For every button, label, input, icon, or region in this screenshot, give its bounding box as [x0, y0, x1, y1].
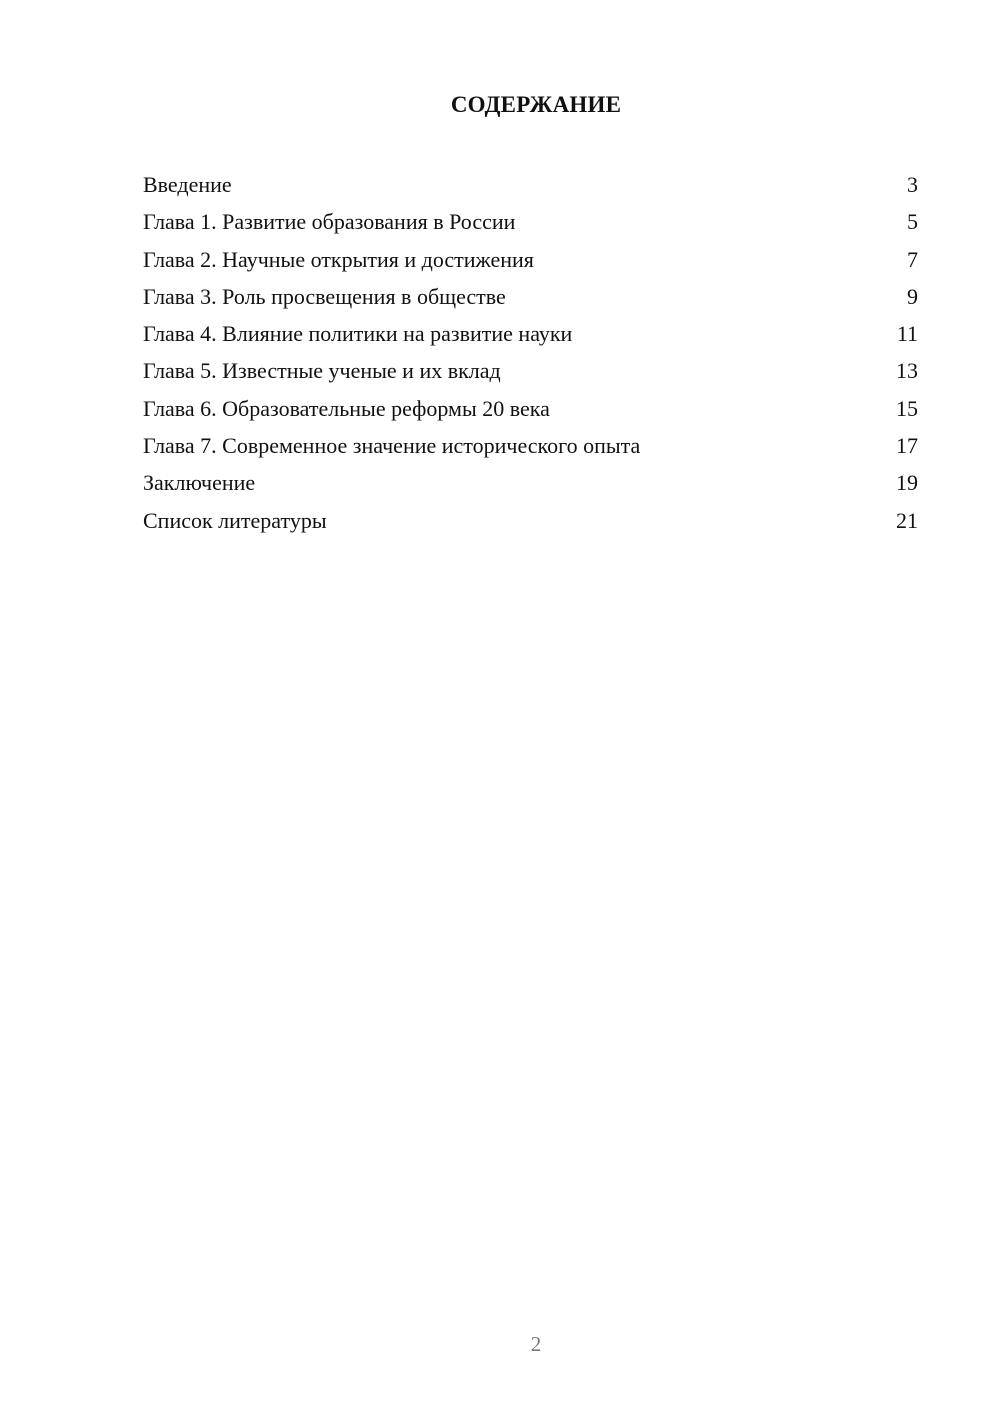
toc-entry-chapter-3: [143, 280, 918, 317]
toc-entry-chapter-1: [143, 205, 918, 242]
toc-entry-page: 17: [896, 433, 918, 459]
toc-entry-page: 21: [896, 507, 918, 533]
toc-title: СОДЕРЖАНИЕ: [450, 92, 622, 117]
toc-entry-page: 13: [896, 358, 918, 384]
toc-entry-page: 19: [896, 470, 918, 496]
toc-entry-label: Глава 5. Известные ученые и их вклад: [143, 358, 501, 384]
toc-entry-label: Глава 2. Научные открытия и достижения: [143, 246, 534, 272]
toc-entry-label: Глава 3. Роль просвещения в обществе: [143, 283, 506, 309]
toc-entry-label: Глава 4. Влияние политики на развитие науки: [143, 321, 573, 347]
toc-entry-label: Список литературы: [143, 507, 327, 533]
toc-entry-chapter-5: [143, 354, 918, 391]
toc-entry-page: 5: [907, 209, 918, 235]
toc-entry-chapter-4: [143, 317, 918, 354]
toc-entry-page: 9: [907, 283, 918, 309]
toc-entry-page: 3: [907, 172, 918, 197]
toc-entry-introduction: [143, 168, 918, 205]
toc-entry-label: Глава 6. Образовательные реформы 20 века: [143, 395, 550, 421]
toc-entry-page: 7: [907, 246, 918, 272]
toc-entry-chapter-2: [143, 243, 918, 280]
page-number: 2: [530, 1332, 542, 1356]
toc-entry-chapter-6: [143, 392, 918, 429]
toc-entry-page: 11: [896, 321, 918, 347]
toc-entry-label: Глава 1. Развитие образования в России: [143, 209, 516, 235]
toc-entry-chapter-7: [143, 429, 918, 466]
toc-entry-conclusion: [143, 466, 918, 503]
toc-entry-label: Заключение: [143, 470, 256, 496]
toc-entry-label: Введение: [143, 172, 232, 197]
toc-entry-label: Глава 7. Современное значение исторического опыта: [143, 433, 641, 459]
toc-entry-bibliography: [143, 504, 918, 541]
toc-entry-page: 15: [896, 395, 918, 421]
toc-list: [143, 168, 918, 541]
